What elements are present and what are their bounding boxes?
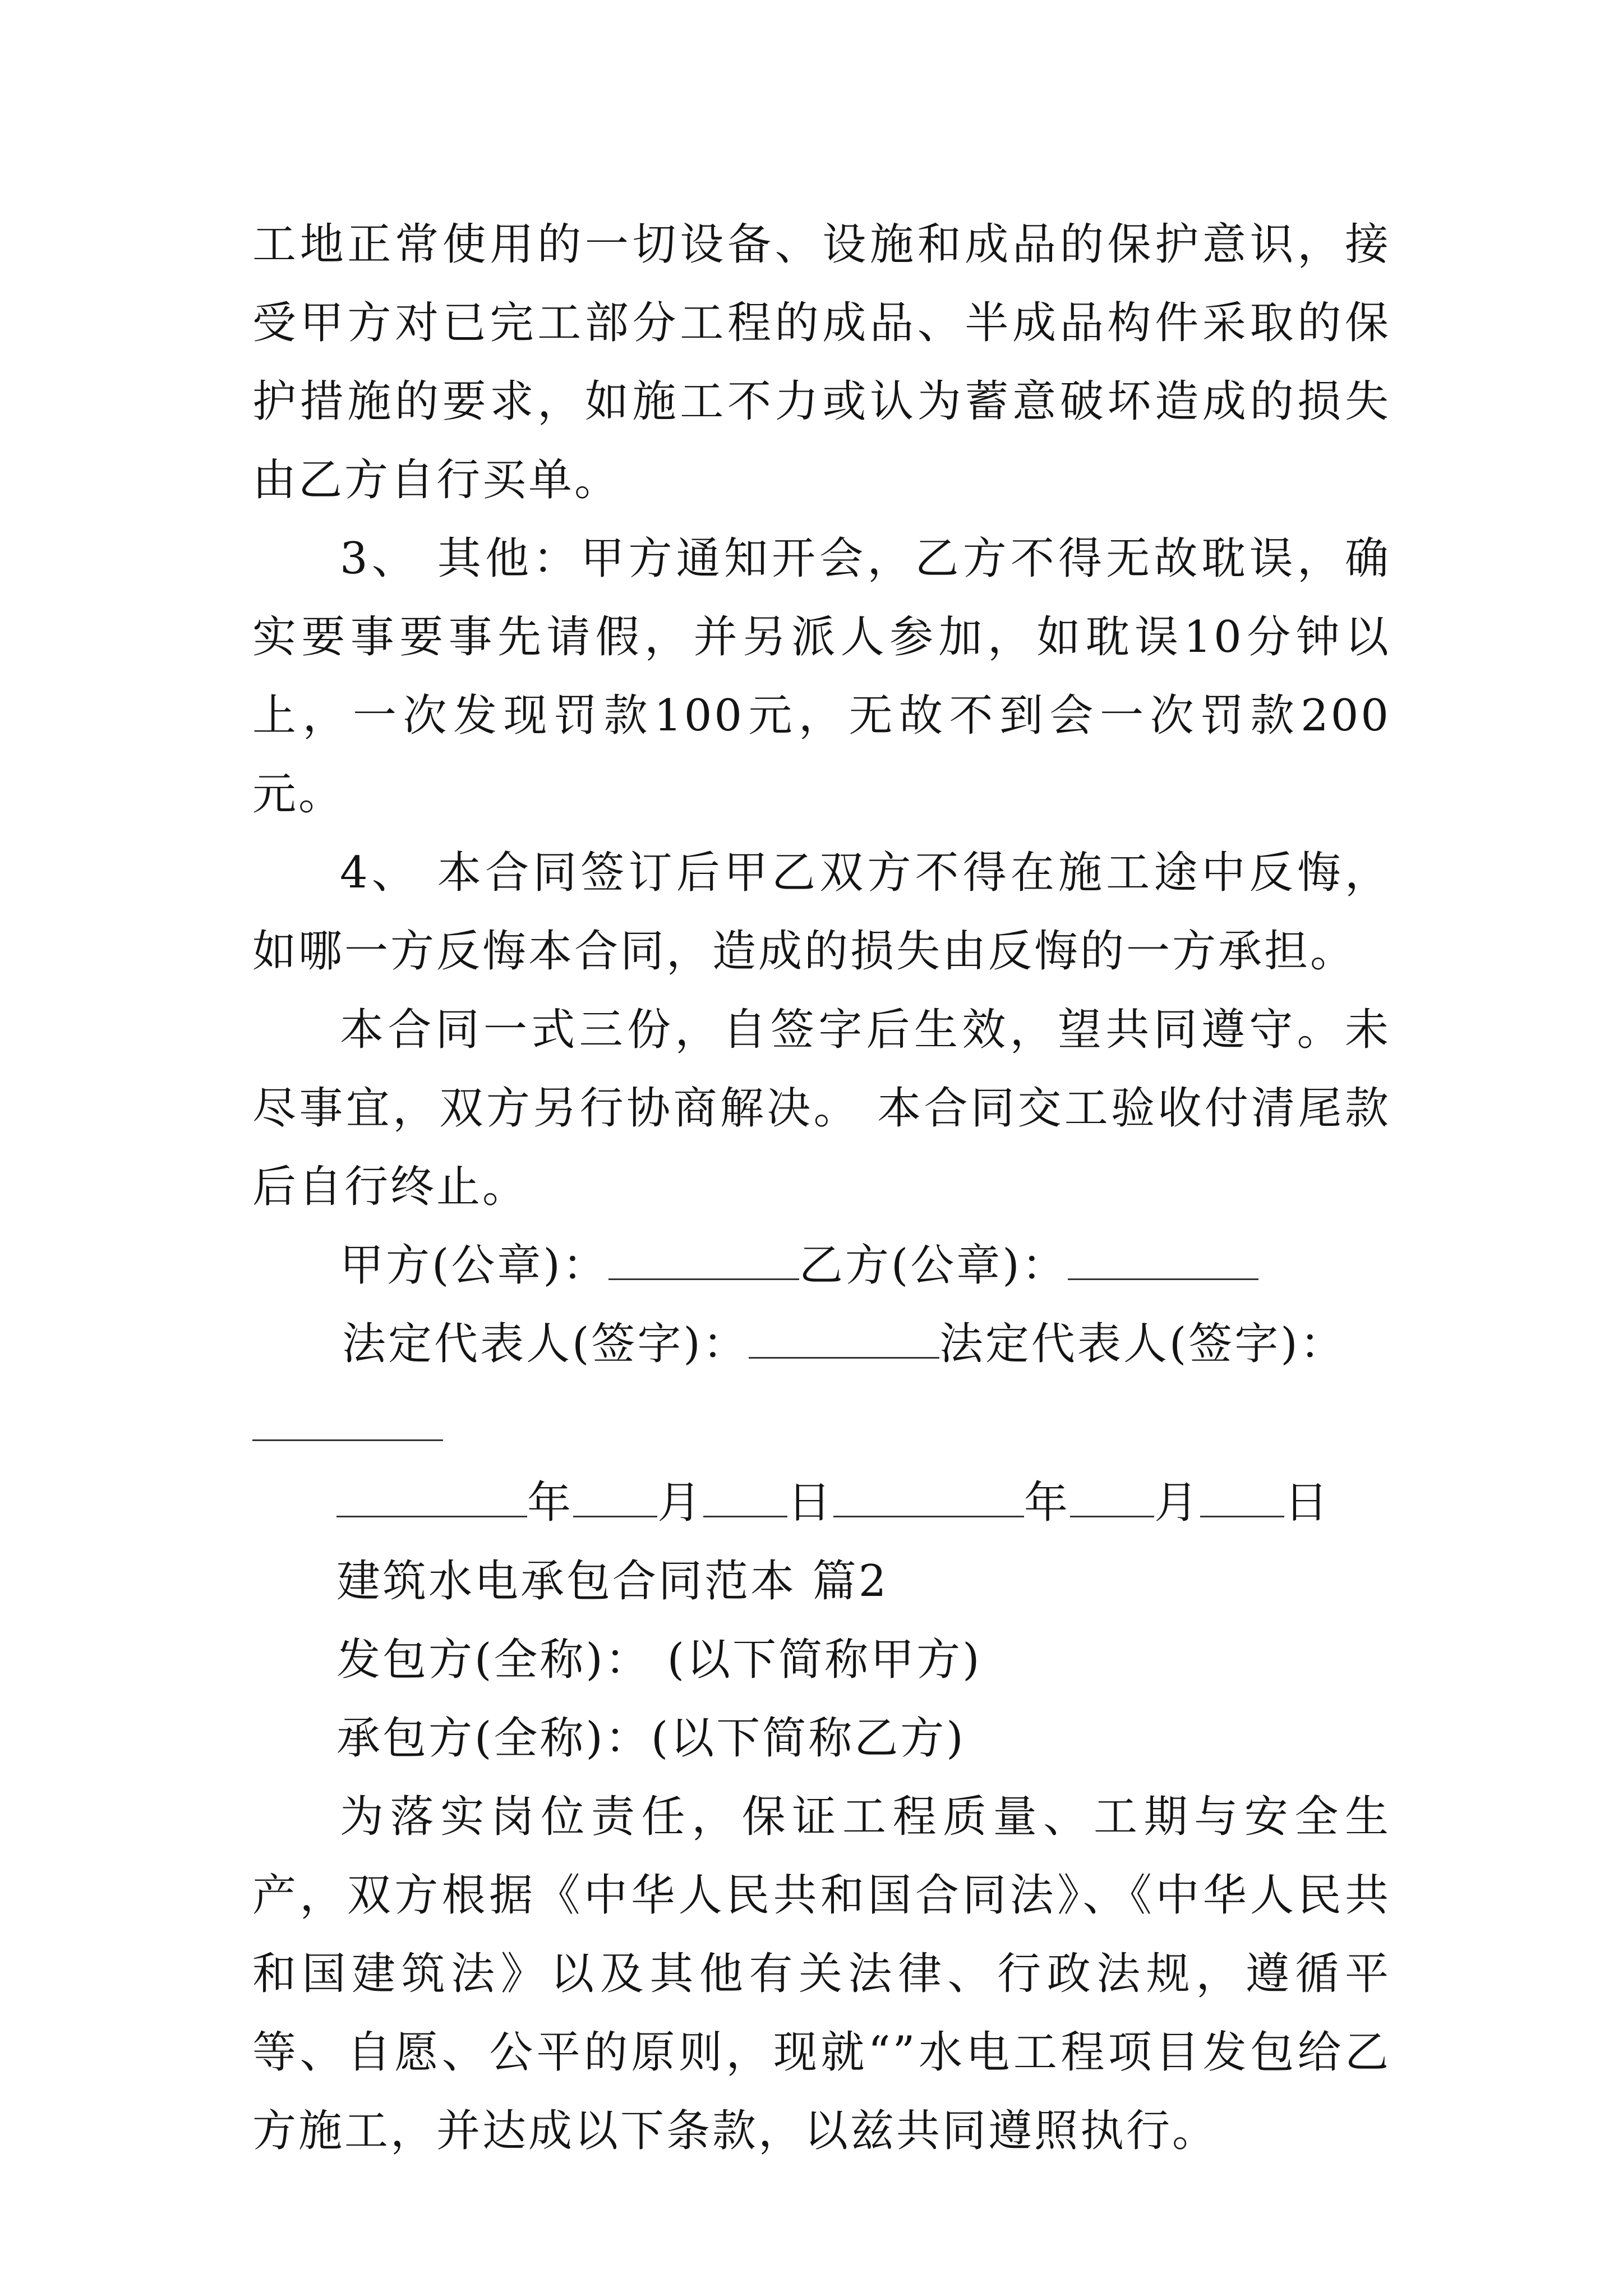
paragraph-copies: 本合同一式三份，自签字后生效，望共同遵守。未尽事宜，双方另行协商解决。 本合同交工验收付清尾款后自行终止。 (252, 1005, 1391, 1212)
party-a-month-blank (573, 1474, 657, 1517)
party-a-rep-blank (749, 1315, 939, 1359)
representative-line (252, 1305, 1391, 1383)
party-a-day-label: 日 (787, 1478, 834, 1528)
party-b-seal-blank (1068, 1237, 1258, 1280)
paragraph-purpose: 为落实岗位责任，保证工程质量、工期与安全生产，双方根据《中华人民共和国合同法》、《中华人民共和国建筑法》以及其他有关法律、行政法规，遵循平等、自愿、公平的原则，现就“”水电工程项目发包给乙方施工，并达成以下条款，以兹共同遵照执行。 (252, 1792, 1391, 2156)
paragraph-no-regret: 4、 本合同签订后甲乙双方不得在施工途中反悔，如哪一方反悔本合同，造成的损失由反悔的一方承担。 (252, 848, 1391, 977)
party-a-month-label: 月 (657, 1478, 704, 1528)
party-b-month-label: 月 (1154, 1478, 1201, 1528)
body-text (252, 205, 1391, 2170)
party-b-year-label: 年 (1024, 1478, 1071, 1528)
paragraph-meetings: 3、 其他：甲方通知开会，乙方不得无故耽误，确实要事要事先请假，并另派人参加，如耽误10分钟以上，一次发现罚款100元，无故不到会一次罚款200元。 (252, 533, 1391, 820)
party-b-rep-blank (252, 1383, 443, 1441)
paragraph-protection: 工地正常使用的一切设备、设施和成品的保护意识，接受甲方对已完工部分工程的成品、半成品构件采取的保护措施的要求，如施工不力或认为蓄意破坏造成的损失由乙方自行买单。 (252, 219, 1391, 505)
party-b-month-blank (1070, 1474, 1154, 1517)
employer-line: 发包方(全称)： (以下简称甲方) (336, 1635, 982, 1685)
party-b-day-blank (1200, 1474, 1284, 1517)
party-a-seal-label: 甲方(公章)： (340, 1240, 608, 1291)
party-b-day-label: 日 (1284, 1478, 1331, 1528)
party-a-year-blank (336, 1474, 527, 1517)
party-b-rep-label: 法定代表人(签字)： (939, 1319, 1346, 1369)
party-b-year-blank (833, 1474, 1024, 1517)
date-line (252, 1464, 1391, 1542)
seal-line (252, 1226, 1391, 1305)
party-a-rep-label: 法定代表人(签字)： (342, 1319, 749, 1369)
party-b-seal-label: 乙方(公章)： (799, 1240, 1068, 1291)
party-a-seal-blank (608, 1237, 799, 1280)
party-a-day-blank (703, 1474, 787, 1517)
contractor-line: 承包方(全称)：(以下简称乙方) (336, 1713, 966, 1764)
section-title: 建筑水电承包合同范本 篇2 (336, 1556, 889, 1607)
party-a-year-label: 年 (527, 1478, 574, 1528)
